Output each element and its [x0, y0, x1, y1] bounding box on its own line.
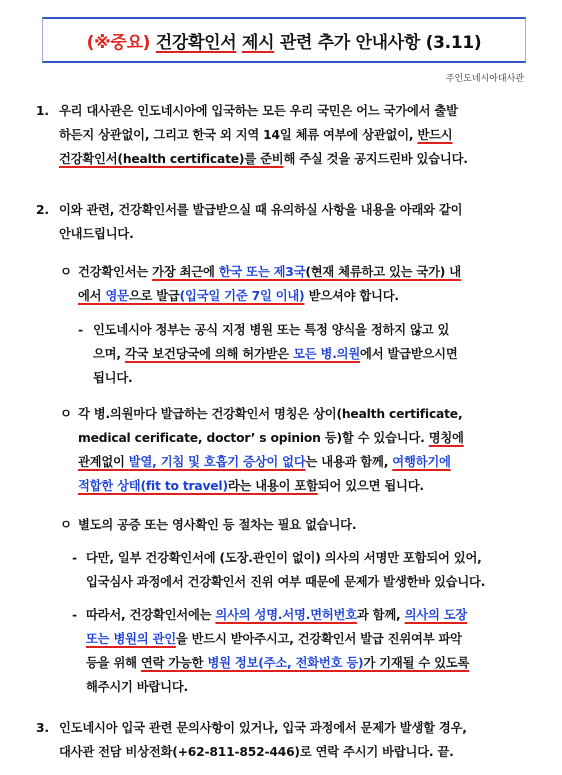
text: 는 내용과 함께, [305, 455, 393, 469]
text: 을 반드시 받아주시고, 건강확인서 발급 진위여부 파악 [175, 632, 462, 646]
highlight: 영문 [105, 289, 129, 303]
section-2-line-2 [59, 222, 134, 246]
bullet-1-line-2 [78, 284, 399, 308]
text: 됩니다. [93, 371, 133, 385]
section-2 [36, 198, 49, 222]
text: 각 병.의원마다 발급하는 건강확인서 명칭은 상이(health certificate, [78, 407, 463, 421]
sub-bullet-marker: - [72, 551, 77, 565]
text: 입국심사 과정에서 건강확인서 진위 여부 때문에 문제가 발생한바 있습니다. [86, 575, 486, 589]
title-tag: (※중요) [86, 32, 151, 53]
sub-bullet-marker: - [78, 323, 83, 337]
sub-bullet-marker: - [72, 608, 77, 622]
section-1-line-1 [59, 99, 458, 123]
emphasis: (현재 체류하고 있는 국가) 내 [305, 265, 461, 279]
emphasis: 에서 [78, 289, 106, 303]
highlight: 또는 병원의 관인 [86, 632, 176, 646]
highlight: 발열, 기침 및 호흡기 증상이 없다 [128, 455, 306, 469]
highlight: 한국 또는 제3국 [218, 265, 306, 279]
emphasis: 으로 발급 [128, 289, 180, 303]
bullet-1-line-1 [78, 260, 461, 284]
bullet-marker: ㅇ [60, 518, 72, 532]
highlight: (입국일 기준 7일 이내) [179, 289, 305, 303]
bullet-1-sub-line-2 [93, 342, 458, 366]
text: 안내드립니다. [59, 227, 134, 241]
title-keyword: 건강확인서 [155, 32, 237, 53]
emphasis: 관계없이 [78, 455, 129, 469]
bullet-2-line-2 [78, 426, 464, 450]
emphasis: 건강확인서(health certificate)를 준비 [59, 152, 284, 166]
text: 따라서, 건강확인서에는 [86, 608, 216, 622]
emphasis: 가장 최근에 [152, 265, 219, 279]
emphasis: 반드시 [417, 128, 453, 142]
section-1-line-3 [59, 147, 468, 171]
section-1 [36, 99, 49, 123]
issuer-name: 주인도네시아대사관 [445, 74, 524, 84]
bullet-2-line-3 [78, 450, 451, 474]
text: 별도의 공증 또는 영사확인 등 절차는 필요 없습니다. [78, 518, 357, 532]
text: 받으셔야 합니다. [304, 289, 399, 303]
bullet-marker: ㅇ [60, 407, 72, 421]
text: 해주시기 바랍니다. [86, 680, 188, 694]
highlight: 의사의 도장 [404, 608, 468, 622]
title-rest: 관련 추가 안내사항 (3.11) [279, 32, 482, 53]
text: 우리 대사관은 인도네시아에 입국하는 모든 우리 국민은 어느 국가에서 출발 [59, 104, 458, 118]
highlight: 적합한 상태(fit to travel) [78, 479, 228, 493]
text: 되어 있으면 됩니다. [317, 479, 424, 493]
highlight: 모든 병.의원 [293, 347, 361, 361]
text: 등을 위해 [86, 656, 141, 670]
section-number: 3. [36, 721, 49, 735]
text: medical cerificate, doctor’ s opinion 등)할 수 있습니다. [78, 431, 429, 445]
bullet-3-sub-1-line-1 [86, 546, 482, 570]
highlight: 병원 정보(주소, 전화번호 등) [207, 656, 364, 670]
text: 으며, [93, 347, 125, 361]
emphasis: 가 기재될 수 있도록 [363, 656, 470, 670]
section-2-line-1 [59, 198, 462, 222]
page-title [42, 17, 526, 63]
text: 하든지 상관없이, 그리고 한국 외 지역 14일 체류 여부에 상관없이, [59, 128, 418, 142]
text: 인도네시아 정부는 공식 지정 병원 또는 특정 양식을 정하지 않고 있 [93, 323, 450, 337]
bullet-marker: ㅇ [60, 265, 72, 279]
text: 인도네시아 입국 관련 문의사항이 있거나, 입국 과정에서 문제가 발생할 경우, [59, 721, 467, 735]
bullet-3-sub-1-line-2 [86, 570, 485, 594]
highlight: 여행하기에 [392, 455, 451, 469]
bullet-3-sub-2-line-3 [86, 651, 469, 675]
highlight: 의사의 성명.서명.면허번호 [215, 608, 357, 622]
bullet-2-line-4 [78, 474, 424, 498]
title-keyword-2: 제시 [241, 32, 275, 53]
text: 이와 관련, 건강확인서를 발급받으실 때 유의하실 사항을 내용을 아래와 같이 [59, 203, 463, 217]
emphasis: 각국 보건당국에 의해 허가받은 [124, 347, 294, 361]
section-3-line-2 [59, 740, 454, 764]
text: 대사관 전담 비상전화(+62-811-852-446)로 연락 주시기 바랍니다. 끝. [59, 745, 454, 759]
text: 해 주실 것을 공지드린바 있습니다. [283, 152, 468, 166]
section-3 [36, 716, 49, 740]
text: 과 함께, [356, 608, 405, 622]
bullet-1-sub-line-1 [93, 318, 449, 342]
text: 건강확인서는 [78, 265, 153, 279]
emphasis: 라는 내용이 포함 [227, 479, 318, 493]
section-3-line-1 [59, 716, 467, 740]
emphasis: 명칭에 [428, 431, 464, 445]
bullet-3-sub-2-line-4 [86, 675, 188, 699]
bullet-3-line-1 [78, 513, 356, 537]
text: 에서 발급받으시면 [360, 347, 458, 361]
emphasis: 연락 가능한 [140, 656, 208, 670]
bullet-3-sub-2-line-2 [86, 627, 462, 651]
bullet-2-line-1 [78, 402, 462, 426]
section-number: 2. [36, 203, 49, 217]
text: 다만, 일부 건강확인서에 (도장.관인이 없이) 의사의 서명만 포함되어 있어, [86, 551, 482, 565]
bullet-3-sub-2-line-1 [86, 603, 467, 627]
section-number: 1. [36, 104, 49, 118]
section-1-line-2 [59, 123, 452, 147]
bullet-1-sub-line-3 [93, 366, 133, 390]
